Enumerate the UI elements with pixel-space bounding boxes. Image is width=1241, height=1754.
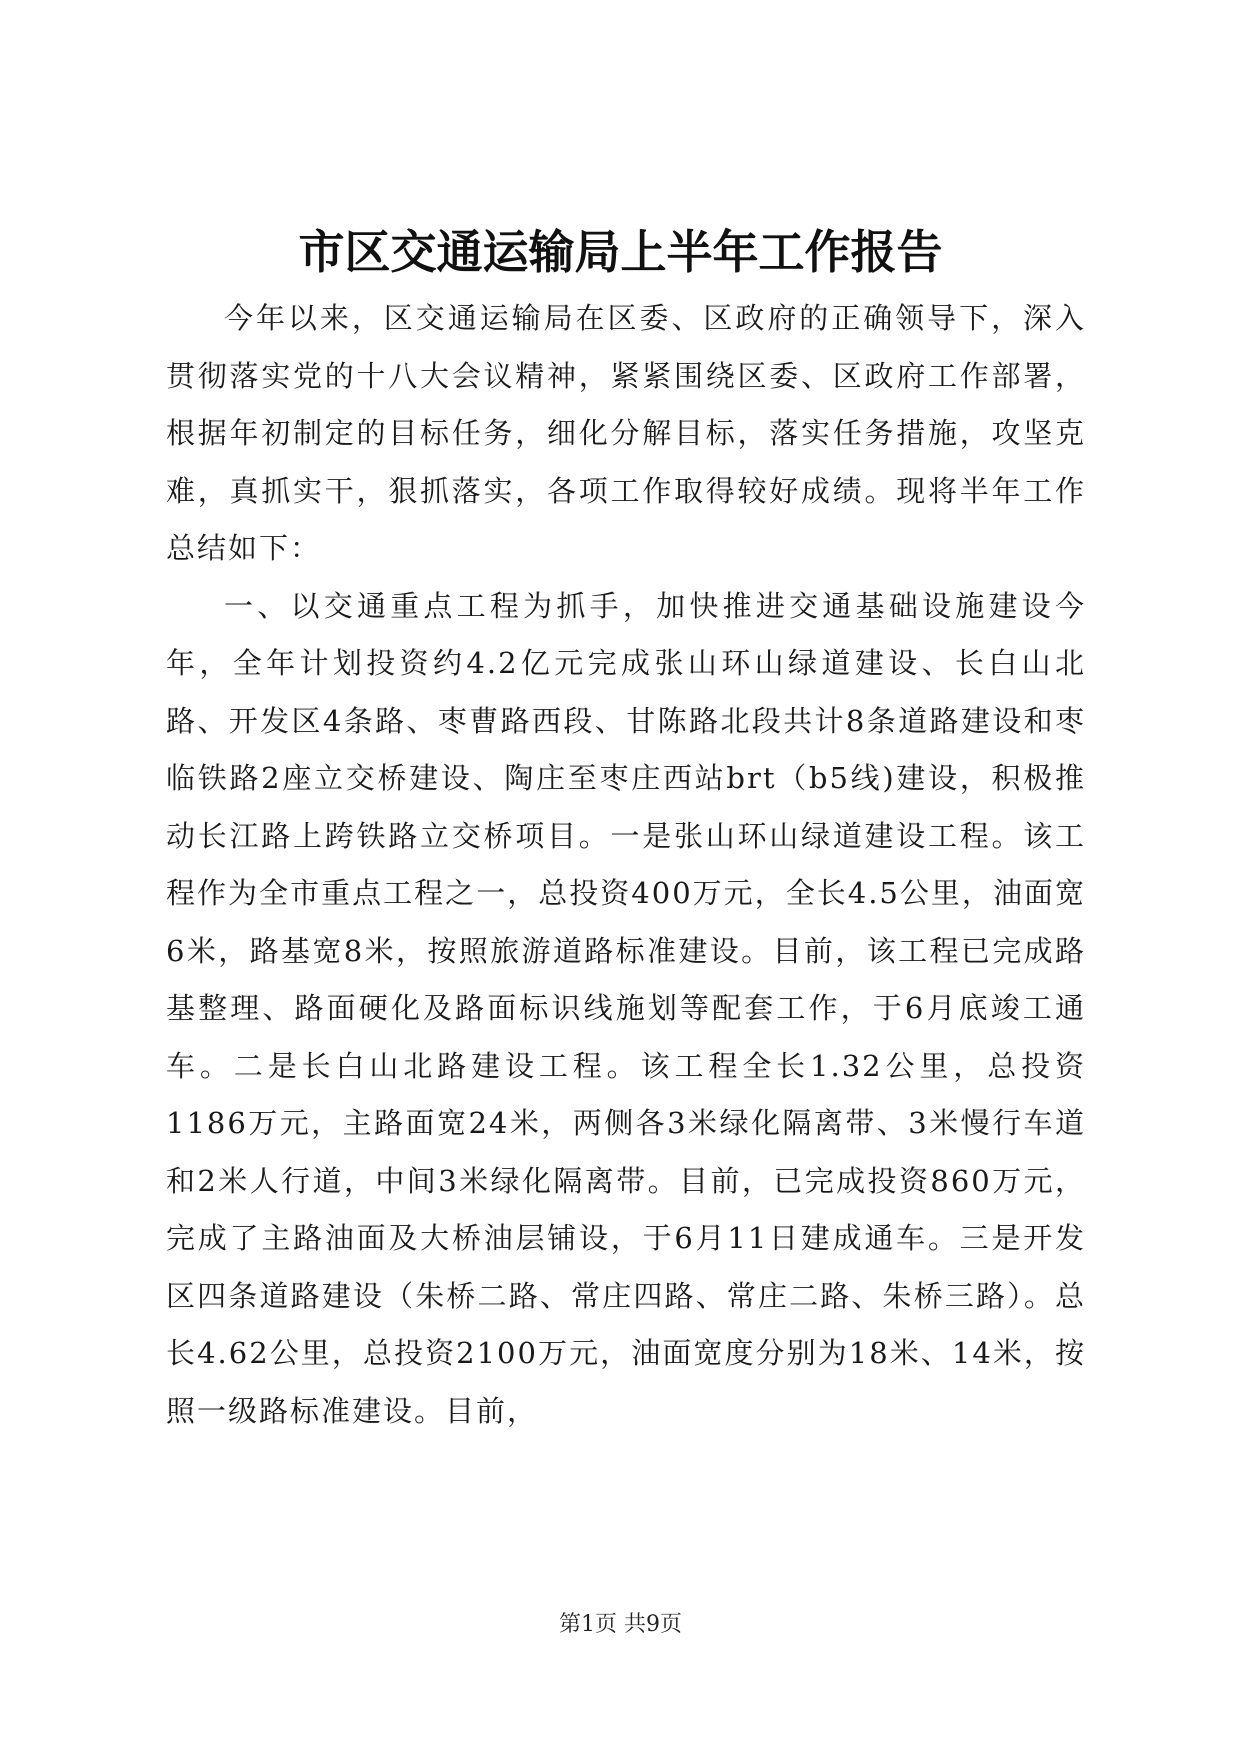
page-footer: 第1页 共9页: [559, 1612, 682, 1637]
document-title: 市区交通运输局上半年工作报告: [298, 225, 943, 279]
paragraph-section-one: 一、以交通重点工程为抓手，加快推进交通基础设施建设今年，全年计划投资约4.2亿元完成张山环山绿道建设、长白山北路、开发区4条路、枣曹路西段、甘陈路北段共计8条道路建设和枣临铁路2座立交桥建设、陶庄至枣庄西站brt（b5线)建设，积极推动长江路上跨铁路立交桥项目。一是张山环山绿道建设工程。该工程作为全市重点工程之一，总投资400万元，全长4.5公里，油面宽6米，路基宽8米，按照旅游道路标准建设。目前，该工程已完成路基整理、路面硬化及路面标识线施划等配套工作，于6月底竣工通车。二是长白山北路建设工程。该工程全长1.32公里，总投资1186万元，主路面宽24米，两侧各3米绿化隔离带、3米慢行车道和2米人行道，中间3米绿化隔离带。目前，已完成投资860万元，完成了主路油面及大桥油层铺设，于6月11日建成通车。三是开发区四条道路建设（朱桥二路、常庄四路、常庄二路、朱桥三路）。总长4.62公里，总投资2100万元，油面宽度分别为18米、14米，按照一级路标准建设。目前，: [166, 588, 1086, 1428]
paragraph-intro: 今年以来，区交通运输局在区委、区政府的正确领导下，深入贯彻落实党的十八大会议精神，紧紧围绕区委、区政府工作部署，根据年初制定的目标任务，细化分解目标，落实任务措施，攻坚克难，真抓实干，狠抓落实，各项工作取得较好成绩。现将半年工作总结如下：: [166, 301, 1086, 565]
document-body: [166, 290, 1086, 1440]
